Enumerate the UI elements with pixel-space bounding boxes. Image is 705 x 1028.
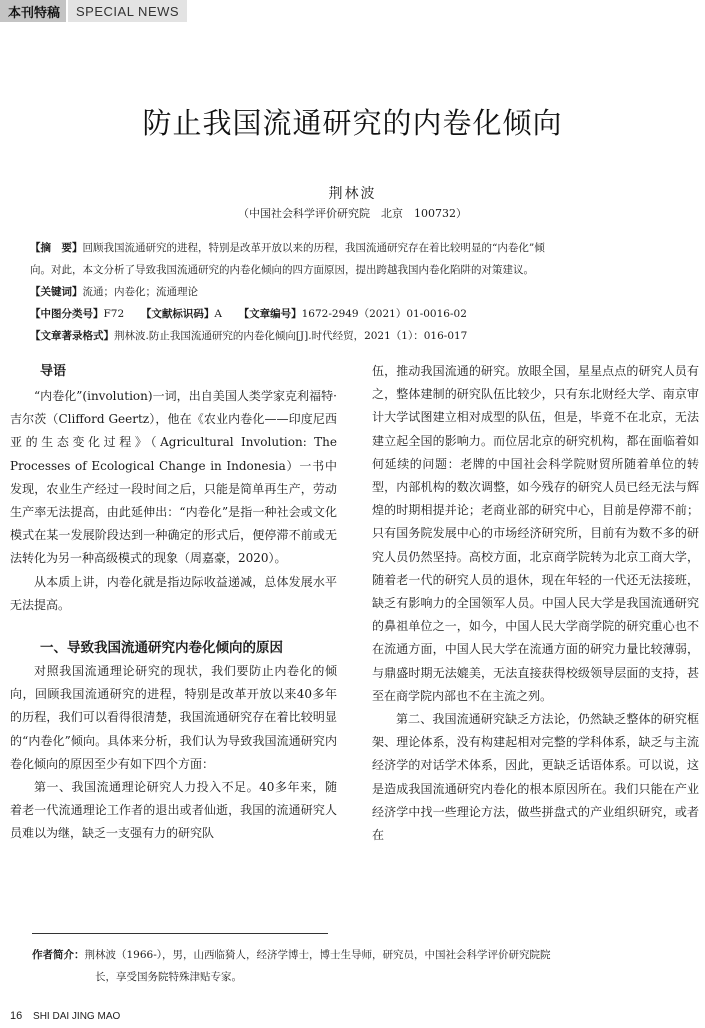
intro-heading: 导语	[40, 364, 67, 379]
column-name-en: SPECIAL NEWS	[68, 0, 187, 22]
footnote-label: 作者简介：	[32, 949, 85, 961]
journal-name: SHI DAI JING MAO	[33, 1011, 121, 1022]
keywords-text: 流通；内卷化；流通理论	[82, 286, 198, 298]
footnote-text-2: 长，享受国务院特殊津贴专家。	[95, 971, 242, 983]
section-1-heading: 一、导致我国流通研究内卷化倾向的原因	[40, 640, 283, 657]
abstract-text-1: 回顾我国流通研究的进程，特别是改革开放以来的历程，我国流通研究存在着比较明显的“内卷化”倾	[82, 242, 545, 254]
left-paragraph-1: “内卷化”(involution)一词，出自美国人类学家克利福特·吉尔茨（Clifford Geertz），他在《农业内卷化——印度尼西亚的生态变化过程》（Agricultural Involution: The Processes of Ecological Change in Indonesia）一书中发现，农业生产经过一段时间之后，只能是简单再生产，劳动生产率无法提高，由此延伸出：“内卷化”是指一种社会或文化模式在某一发展阶段达到一种确定的形式后，便停滞不前或无法转化为另一种高级模式的现象（周嘉豪，2020）。	[10, 389, 337, 566]
abstract-text-2: 向。对此，本文分析了导致我国流通研究的内卷化倾向的四方面原因，提出跨越我国内卷化陷阱的对策建议。	[30, 264, 534, 276]
page-footer	[10, 1010, 120, 1022]
right-paragraph-2: 第二、我国流通研究缺乏方法论，仍然缺乏整体的研究框架、理论体系，没有构建起相对完整的学科体系，缺乏与主流经济学的对话学术体系，因此，更缺乏话语体系。可以说，这是造成我国流通研究内卷化的根本原因所在。我们只能在产业经济学中找一些理论方法，做些拼盘式的产业组织研究，或者在	[372, 712, 699, 843]
doc-code-label: 【文献标识码】	[140, 308, 215, 320]
citation-line	[30, 325, 680, 347]
page-number: 16	[10, 1010, 23, 1022]
citation-label: 【文章著录格式】	[30, 330, 114, 342]
article-title: 防止我国流通研究的内卷化倾向	[142, 106, 563, 140]
abstract-label: 【摘 要】	[30, 242, 83, 254]
footnote-text-1: 荆林波（1966-），男，山西临猗人，经济学博士，博士生导师，研究员，中国社会科学评价研究院院	[84, 949, 551, 961]
article-number-value: 1672-2949（2021）01-0016-02	[301, 308, 467, 320]
column-header	[0, 0, 210, 22]
left-paragraph-3: 对照我国流通理论研究的现状，我们要防止内卷化的倾向，回顾我国流通研究的进程，特别是改革开放以来40多年的历程，我们可以看得很清楚，我国流通研究存在着比较明显的“内卷化”倾向。具体来分析，我们认为导致我国流通研究内卷化倾向的原因至少有如下四个方面：	[10, 664, 337, 771]
author-bio-footnote	[32, 944, 682, 988]
doc-code-value: A	[214, 308, 222, 320]
abstract-block	[30, 237, 680, 347]
clc-label: 【中图分类号】	[30, 308, 104, 320]
classification-line	[30, 303, 680, 325]
keywords-line	[30, 281, 680, 303]
clc-value: F72	[103, 308, 125, 320]
abstract-line-1	[30, 237, 680, 259]
keywords-label: 【关键词】	[30, 286, 83, 298]
left-paragraph-4: 第一、我国流通理论研究人力投入不足。40多年来，随着老一代流通理论工作者的退出或者仙逝，我国的流通研究人员难以为继，缺乏一支强有力的研究队	[10, 780, 337, 841]
footnote-divider	[32, 933, 328, 934]
right-paragraph-1: 伍，推动我国流通的研究。放眼全国，星星点点的研究人员有之，整体建制的研究队伍比较少，只有东北财经大学、南京审计大学试图建立相对成型的队伍，但是，毕竟不在北京，无法建立起全国的影响力。而位居北京的研究机构，都在面临着如何延续的问题：老牌的中国社会科学院财贸所随着单位的转型，内部机构的数次调整，如今残存的研究人员已经无法与辉煌的时期相提并论；老商业部的研究中心，目前是停滞不前；只有国务院发展中心的市场经济研究所，目前有为数不多的研究人员仍然坚持。高校方面，北京商学院转为北京工商大学，随着老一代的研究人员的退休，现在年轻的一代还无法接班，缺乏有影响力的全国领军人员。中国人民大学是我国流通研究的鼻祖单位之一，如今，中国人民大学商学院的研究重心也不在流通方面，中国人民大学在流通方面的研究力量比较薄弱，与鼎盛时期无法媲美，无法直接获得校级领导层面的支持，甚至在商学院内部也不在主流之列。	[372, 364, 699, 703]
citation-text: 荆林波.防止我国流通研究的内卷化倾向[J].时代经贸，2021（1）：016-017	[114, 330, 468, 342]
left-paragraph-2: 从本质上讲，内卷化就是指边际收益递减，总体发展水平无法提高。	[10, 574, 337, 612]
column-name-cn: 本刊特稿	[0, 0, 66, 22]
article-number-label: 【文章编号】	[238, 308, 302, 320]
right-column	[372, 360, 699, 847]
left-column	[10, 360, 337, 846]
author-affiliation: （中国社会科学评价研究院 北京 100732）	[238, 207, 467, 220]
article-author: 荆林波	[328, 186, 377, 202]
